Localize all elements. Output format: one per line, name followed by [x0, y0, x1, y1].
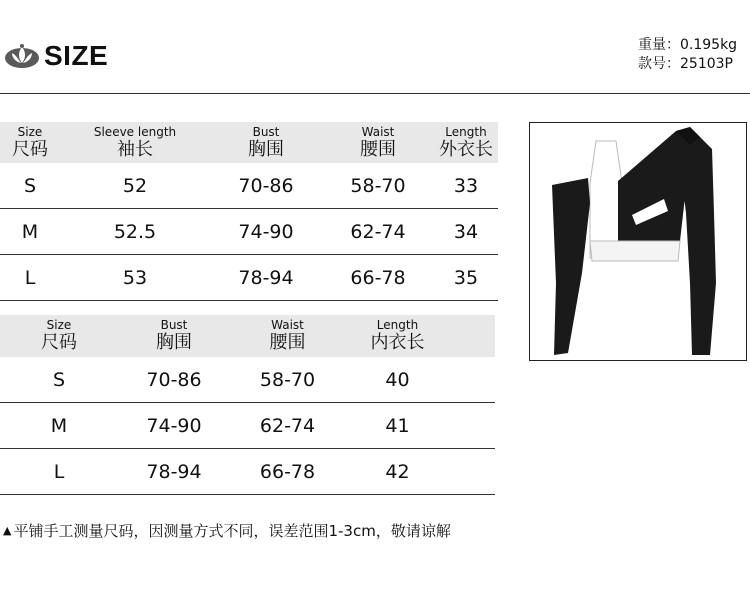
- cell-waist: 66-78: [230, 449, 345, 495]
- page-title: SIZE: [44, 40, 109, 71]
- cell-length: 41: [345, 403, 450, 449]
- cell-size: S: [0, 163, 60, 209]
- cold-shoulder-top-illustration: [530, 123, 746, 360]
- cell-bust: 78-94: [118, 449, 230, 495]
- column-header-waist: Waist 腰围: [322, 122, 434, 163]
- cell-waist: 58-70: [322, 163, 434, 209]
- cell-waist: 58-70: [230, 357, 345, 403]
- cell-size: L: [0, 255, 60, 301]
- cell-sleeve: 52: [60, 163, 210, 209]
- cell-length: 33: [434, 163, 498, 209]
- lotus-logo-icon: [4, 42, 40, 70]
- column-header-bust: Bust 胸围: [118, 315, 230, 357]
- outer-size-table: [0, 122, 498, 301]
- cell-waist: 62-74: [322, 209, 434, 255]
- cell-empty: [450, 403, 495, 449]
- cell-size: M: [0, 403, 118, 449]
- cell-bust: 70-86: [118, 357, 230, 403]
- cell-sleeve: 53: [60, 255, 210, 301]
- cell-size: L: [0, 449, 118, 495]
- column-header-size: Size 尺码: [0, 122, 60, 163]
- table-row: [0, 449, 495, 495]
- column-header-sleeve: Sleeve length 袖长: [60, 122, 210, 163]
- cell-waist: 66-78: [322, 255, 434, 301]
- table-header-row: [0, 315, 495, 357]
- cell-waist: 62-74: [230, 403, 345, 449]
- measurement-note: [3, 520, 451, 541]
- cell-bust: 70-86: [210, 163, 322, 209]
- cell-length: 34: [434, 209, 498, 255]
- cell-size: M: [0, 209, 60, 255]
- triangle-up-icon: ▲: [3, 524, 12, 537]
- cell-sleeve: 52.5: [60, 209, 210, 255]
- table-row: [0, 357, 495, 403]
- column-header-length: Length 外衣长: [434, 122, 498, 163]
- cell-size: S: [0, 357, 118, 403]
- cell-bust: 74-90: [210, 209, 322, 255]
- cell-empty: [450, 449, 495, 495]
- cell-bust: 78-94: [210, 255, 322, 301]
- table-row: [0, 255, 498, 301]
- column-header-length: Length 内衣长: [345, 315, 450, 357]
- table-row: [0, 163, 498, 209]
- cell-length: 40: [345, 357, 450, 403]
- weight-label: 重量：0.195kg: [638, 37, 738, 53]
- product-image: [529, 122, 747, 361]
- column-header-empty: [450, 315, 495, 357]
- brand-logo: [4, 40, 108, 72]
- footnote-text: 平铺手工测量尺码，因测量方式不同，误差范围1-3cm，敬请谅解: [13, 522, 451, 540]
- table-header-row: [0, 122, 498, 163]
- table-row: [0, 209, 498, 255]
- inner-size-table: [0, 315, 495, 495]
- cell-bust: 74-90: [118, 403, 230, 449]
- column-header-bust: Bust 胸围: [210, 122, 322, 163]
- table-row: [0, 403, 495, 449]
- cell-length: 35: [434, 255, 498, 301]
- style-number-label: 款号：25103P: [638, 56, 733, 72]
- cell-length: 42: [345, 449, 450, 495]
- cell-empty: [450, 357, 495, 403]
- column-header-waist: Waist 腰围: [230, 315, 345, 357]
- header-divider: [0, 93, 750, 94]
- column-header-size: Size 尺码: [0, 315, 118, 357]
- product-meta: [638, 36, 737, 74]
